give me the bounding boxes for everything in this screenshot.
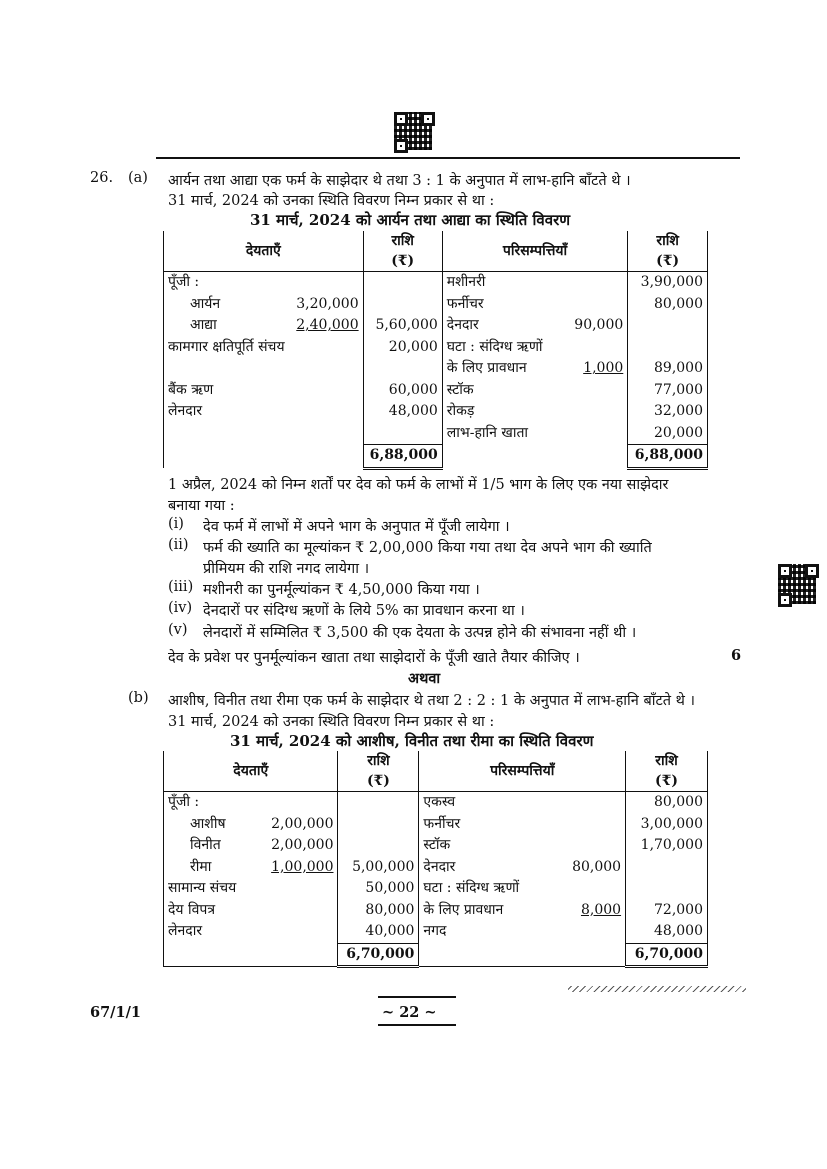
cell-l3: 80,000: [338, 900, 419, 922]
cell-l3: 40,000: [338, 921, 419, 943]
cell-a2: [570, 380, 628, 402]
page-number: ~ 22 ~: [382, 1004, 437, 1021]
cell-l2: [289, 272, 364, 294]
cell-a2: [570, 294, 628, 316]
cell-l3: [338, 835, 419, 857]
admission-text-1: 1 अप्रैल, 2024 को निम्न शर्तों पर देव को फर्म के लाभों में 1/5 भाग के लिए एक नया साझेदार: [168, 477, 669, 493]
cell-l1: लेनदार: [164, 401, 289, 423]
question-number: 26.: [90, 170, 114, 186]
cell-a2: [570, 423, 628, 445]
total-assets: 6,88,000: [628, 445, 708, 469]
table-row: [164, 272, 708, 294]
cell-l1: लेनदार: [164, 921, 261, 943]
cell-l2: [289, 423, 364, 445]
cell-l2: [260, 878, 338, 900]
marks: 6: [731, 647, 742, 664]
condition-text: देव फर्म में लाभों में अपने भाग के अनुपात में पूँजी लायेगा ।: [203, 519, 510, 535]
table-row: [164, 423, 708, 445]
cell-a3: 20,000: [628, 423, 708, 445]
cell-a1: एकस्व: [419, 792, 568, 814]
table-row: [164, 857, 708, 879]
table-row: [164, 380, 708, 402]
cell-l2: 3,20,000: [296, 295, 359, 312]
cell-a3: 72,000: [626, 900, 708, 922]
cell-l2: 2,00,000: [271, 815, 334, 832]
cell-l2: 2,00,000: [271, 837, 334, 853]
cell-l2: [289, 337, 364, 359]
cell-a3: 32,000: [628, 401, 708, 423]
header-amount: राशि (₹): [338, 751, 419, 792]
cell-l1: कामगार क्षतिपूर्ति संचय: [164, 337, 289, 359]
part-b-table-title: 31 मार्च, 2024 को आशीष, विनीत तथा रीमा का स्थिति विवरण: [230, 732, 594, 750]
cell-a1: के लिए प्रावधान: [419, 900, 568, 922]
cell-l3: 60,000: [363, 380, 442, 402]
cell-a2: [568, 835, 626, 857]
table-row: [164, 337, 708, 359]
cell-a1: देनदार: [442, 315, 570, 337]
footer-rule-top: [378, 996, 456, 998]
cell-a3: 3,90,000: [628, 272, 708, 294]
qr-code-icon: [394, 112, 432, 150]
table-header: [164, 231, 708, 272]
cell-l3: [363, 272, 442, 294]
cell-a1: स्टॉक: [419, 835, 568, 857]
wavy-divider: [568, 986, 746, 992]
footer-code: 67/1/1: [90, 1004, 141, 1021]
table-row: [164, 835, 708, 857]
table-header: [164, 751, 708, 792]
part-a-intro-2: 31 मार्च, 2024 को उनका स्थिति विवरण निम्न प्रकार से था :: [168, 193, 495, 209]
cell-a3: 1,70,000: [626, 835, 708, 857]
cell-a1: देनदार: [419, 857, 568, 879]
cell-a3: 77,000: [628, 380, 708, 402]
cell-a2: [568, 792, 626, 814]
cell-l1: [164, 423, 289, 445]
cell-l3: [363, 358, 442, 380]
cell-a1: घटा : संदिग्ध ऋणों: [442, 337, 570, 359]
cell-l3: 50,000: [338, 878, 419, 900]
cell-l3: [338, 792, 419, 814]
total-assets: 6,70,000: [626, 943, 708, 967]
cell-l3: [363, 423, 442, 445]
condition-text: मशीनरी का पुनर्मूल्यांकन ₹ 4,50,000 किया गया ।: [203, 582, 480, 598]
header-liabilities: देयताएँ: [164, 231, 364, 272]
cell-a1: नगद: [419, 921, 568, 943]
header-assets: परिसम्पत्तियाँ: [442, 231, 628, 272]
cell-l2: [289, 401, 364, 423]
header-liabilities: देयताएँ: [164, 751, 338, 792]
part-b-intro-1: आशीष, विनीत तथा रीमा एक फर्म के साझेदार थे तथा 2 : 2 : 1 के अनुपात में लाभ-हानि बाँटते थे ।: [168, 693, 696, 709]
cell-l1: सामान्य संचय: [164, 878, 261, 900]
table-row: [164, 878, 708, 900]
cell-a2: [570, 337, 628, 359]
table-row: [164, 358, 708, 380]
cell-l3: 5,00,000: [338, 857, 419, 879]
instruction-text: देव के प्रवेश पर पुनर्मूल्यांकन खाता तथा साझेदारों के पूँजी खाते तैयार कीजिए ।: [168, 650, 580, 666]
cell-a1: लाभ-हानि खाता: [442, 423, 570, 445]
cell-l1: आर्यन: [164, 294, 289, 316]
cell-l3: 48,000: [363, 401, 442, 423]
cell-a1: के लिए प्रावधान: [442, 358, 570, 380]
cell-l1: बैंक ऋण: [164, 380, 289, 402]
part-a-intro-1: आर्यन तथा आद्या एक फर्म के साझेदार थे तथा 3 : 1 के अनुपात में लाभ-हानि बाँटते थे ।: [168, 173, 631, 189]
cell-l1: आद्या: [164, 315, 289, 337]
table-row: [164, 401, 708, 423]
header-assets: परिसम्पत्तियाँ: [419, 751, 626, 792]
cell-l1: आशीष: [164, 814, 261, 836]
total-liabilities: 6,70,000: [338, 943, 419, 967]
cell-a2: [570, 272, 628, 294]
table-row: [164, 814, 708, 836]
cell-a2: 90,000: [574, 317, 624, 333]
condition-number: (iii): [168, 579, 194, 595]
cell-a3: [628, 315, 708, 337]
table-row: [164, 900, 708, 922]
cell-a3: 3,00,000: [626, 814, 708, 836]
cell-l1: रीमा: [164, 857, 261, 879]
cell-l2: [289, 380, 364, 402]
part-a-label: (a): [128, 170, 148, 186]
cell-a3: [628, 337, 708, 359]
cell-a3: [626, 857, 708, 879]
condition-number: (i): [168, 516, 184, 532]
cell-l2: 1,00,000: [271, 858, 334, 875]
condition-text-continued: प्रीमियम की राशि नगद लायेगा ।: [203, 561, 370, 577]
cell-l3: 5,60,000: [363, 315, 442, 337]
header-rule: [156, 157, 740, 159]
cell-a2: [568, 814, 626, 836]
table-row: [164, 294, 708, 316]
cell-a1: स्टॉक: [442, 380, 570, 402]
table-row: [164, 921, 708, 943]
cell-a3: 80,000: [628, 294, 708, 316]
header-amount: राशि (₹): [626, 751, 708, 792]
condition-number: (ii): [168, 537, 189, 553]
header-amount: राशि (₹): [628, 231, 708, 272]
condition-text: लेनदारों में सम्मिलित ₹ 3,500 की एक देयता के उत्पन्न होने की संभावना नहीं थी ।: [203, 625, 637, 641]
part-a-table-title: 31 मार्च, 2024 को आर्यन तथा आद्या का स्थिति विवरण: [250, 211, 571, 229]
header-amount: राशि (₹): [363, 231, 442, 272]
table-row: [164, 315, 708, 337]
balance-sheet-b: [163, 751, 708, 968]
condition-number: (iv): [168, 600, 193, 616]
cell-a1: फर्नीचर: [442, 294, 570, 316]
cell-a3: 89,000: [628, 358, 708, 380]
cell-a3: 48,000: [626, 921, 708, 943]
cell-l1: [164, 358, 289, 380]
side-qr-code-icon: [778, 564, 816, 604]
cell-l1: पूँजी :: [164, 792, 261, 814]
cell-l3: 20,000: [363, 337, 442, 359]
cell-l3: [363, 294, 442, 316]
cell-a3: [626, 878, 708, 900]
cell-l1: पूँजी :: [164, 272, 289, 294]
part-b-label: (b): [128, 690, 149, 706]
cell-l2: [260, 792, 338, 814]
cell-a2: [568, 878, 626, 900]
cell-a1: घटा : संदिग्ध ऋणों: [419, 878, 568, 900]
cell-l3: [338, 814, 419, 836]
cell-a3: 80,000: [626, 792, 708, 814]
part-b-intro-2: 31 मार्च, 2024 को उनका स्थिति विवरण निम्न प्रकार से था :: [168, 714, 495, 730]
total-liabilities: 6,88,000: [363, 445, 442, 469]
cell-a2: [570, 401, 628, 423]
condition-number: (v): [168, 622, 188, 638]
table-row: [164, 792, 708, 814]
cell-l2: [260, 921, 338, 943]
cell-a2: 8,000: [580, 901, 622, 918]
footer-rule-bottom: [378, 1024, 456, 1026]
balance-sheet-a: [163, 231, 708, 470]
cell-a2: 1,000: [583, 360, 624, 376]
cell-a1: फर्नीचर: [419, 814, 568, 836]
cell-a1: रोकड़: [442, 401, 570, 423]
admission-text-2: बनाया गया :: [168, 498, 235, 514]
cell-l2: 2,40,000: [296, 317, 359, 333]
cell-l2: [260, 900, 338, 922]
cell-a2: [568, 921, 626, 943]
cell-l1: देय विपत्र: [164, 900, 261, 922]
condition-text: देनदारों पर संदिग्ध ऋणों के लिये 5% का प्रावधान करना था ।: [203, 603, 525, 619]
cell-a1: मशीनरी: [442, 272, 570, 294]
cell-a2: 80,000: [572, 858, 622, 875]
cell-l1: विनीत: [164, 835, 261, 857]
or-text: अथवा: [408, 670, 441, 687]
condition-text: फर्म की ख्याति का मूल्यांकन ₹ 2,00,000 किया गया तथा देव अपने भाग की ख्याति: [203, 540, 652, 556]
cell-l2: [289, 358, 364, 380]
